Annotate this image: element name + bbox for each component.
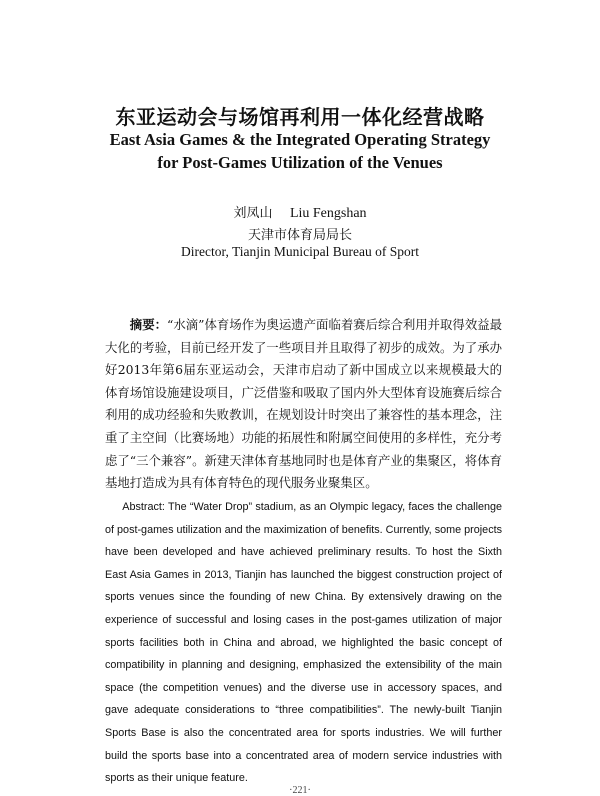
title-chinese: 东亚运动会与场馆再利用一体化经营战略 (115, 105, 485, 129)
abstract-english-text: The “Water Drop” stadium, as an Olympic legacy, faces the challenge of post-games utilization and the maximization of benefits. Currently, some projects have been developed and have achieved preliminary results. To host the Sixth East Asia Games in 2013, Tianjin has launched the biggest construction project of sports venues since the founding of new China. By extensively drawing on the experience of successful and losing cases in the post-games utilization of major sports facilities both in China and abroad, we highlighted the basic concept of compatibility in planning and designing, emphasized the extensibility of the main space (the competition venues) and the diverse use in accessory spaces, and gave adequate considerations to “three compatibilities”. The newly-built Tianjin Sports Base is also the concentrated area for sports industries. We will further build the sports base into a concentrated area of modern service industries with sports as their unique feature. (105, 501, 502, 785)
title-english-line-1: East Asia Games & the Integrated Operating Strategy (109, 130, 491, 149)
title-english-line-2: for Post-Games Utilization of the Venues (157, 153, 443, 172)
abstract-chinese (105, 314, 502, 495)
abstract-english-label: Abstract: (122, 501, 165, 513)
abstract-chinese-text: “水滴”体育场作为奥运遗产面临着赛后综合利用并取得效益最大化的考验，目前已经开发了一些项目并且取得了初步的成效。为了承办好2013年第6届东亚运动会，天津市启动了新中国成立以来规模最大的体育场馆设施建设项目，广泛借鉴和吸取了国内外大型体育设施赛后综合利用的成功经验和失败教训，在规划设计时突出了兼容性的基本理念，注重了主空间（比赛场地）功能的拓展性和附属空间使用的多样性，充分考虑了“三个兼容”。新建天津体育基地同时也是体育产业的集聚区，将体育基地打造成为具有体育特色的现代服务业聚集区。 (105, 317, 503, 491)
author-line (0, 202, 600, 222)
abstract-english (105, 496, 502, 790)
author-name-english: Liu Fengshan (289, 206, 367, 221)
affiliation-chinese: 天津市体育局局长 (247, 228, 352, 243)
page-number: ·221· (289, 785, 311, 796)
abstract-chinese-label: 摘要： (129, 317, 167, 332)
affiliation-english: Director, Tianjin Municipal Bureau of Sport (181, 244, 419, 259)
author-name-chinese: 刘凤山 (233, 206, 273, 221)
